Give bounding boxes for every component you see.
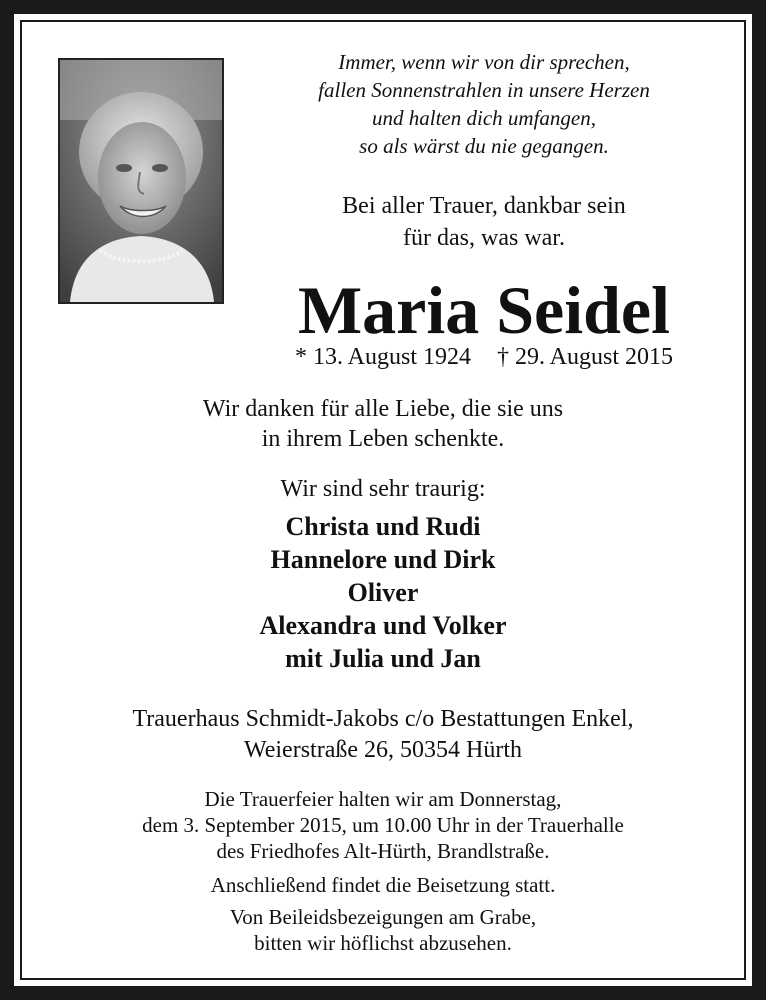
mourners-list [74, 510, 692, 675]
birth-date: * 13. August 1924 [294, 344, 471, 370]
deceased-name: Maria Seidel [297, 272, 671, 348]
poem-line: fallen Sonnenstrahlen in unsere Herzen [318, 78, 650, 102]
thanks-line: in ihrem Leben schenkte. [261, 426, 505, 452]
gratitude-line: Bei aller Trauer, dankbar sein [342, 193, 626, 219]
address-line: Weierstraße 26, 50354 Hürth [244, 737, 522, 763]
mourners-intro: Wir sind sehr traurig: [280, 476, 486, 502]
life-dates [244, 342, 724, 372]
gratitude-line: für das, was war. [403, 225, 565, 251]
poem-line: und halten dich umfangen, [372, 106, 596, 130]
burial-info: Anschließend findet die Beisetzung statt. [210, 873, 556, 897]
mourner-name: Hannelore und Dirk [270, 545, 496, 574]
ceremony-line: dem 3. September 2015, um 10.00 Uhr in der Trauerhalle [142, 813, 624, 837]
condolence-request [44, 904, 722, 956]
portrait-photo [58, 58, 224, 304]
mourner-name: Oliver [347, 578, 419, 607]
condolence-line: Von Beileidsbezeigungen am Grabe, [229, 905, 537, 929]
poem-line: Immer, wenn wir von dir sprechen, [338, 50, 630, 74]
memorial-poem [250, 48, 718, 160]
thanks-text [74, 394, 692, 454]
condolence-line: bitten wir höflichst abzusehen. [254, 931, 512, 955]
gratitude-verse [250, 190, 718, 254]
death-date: † 29. August 2015 [497, 344, 674, 370]
address-line: Trauerhaus Schmidt-Jakobs c/o Bestattungen Enkel, [132, 706, 634, 732]
ceremony-line: Die Trauerfeier halten wir am Donnerstag, [204, 787, 562, 811]
mourner-name: Alexandra und Volker [259, 611, 507, 640]
ceremony-line: des Friedhofes Alt-Hürth, Brandlstraße. [216, 839, 550, 863]
thanks-line: Wir danken für alle Liebe, die sie uns [202, 396, 564, 422]
notice-paper [14, 14, 752, 986]
mourner-name: Christa und Rudi [285, 512, 481, 541]
mourner-name: mit Julia und Jan [285, 644, 481, 673]
funeral-ceremony-info [44, 786, 722, 864]
poem-line: so als wärst du nie gegangen. [359, 134, 609, 158]
mourning-house-address [44, 704, 722, 766]
